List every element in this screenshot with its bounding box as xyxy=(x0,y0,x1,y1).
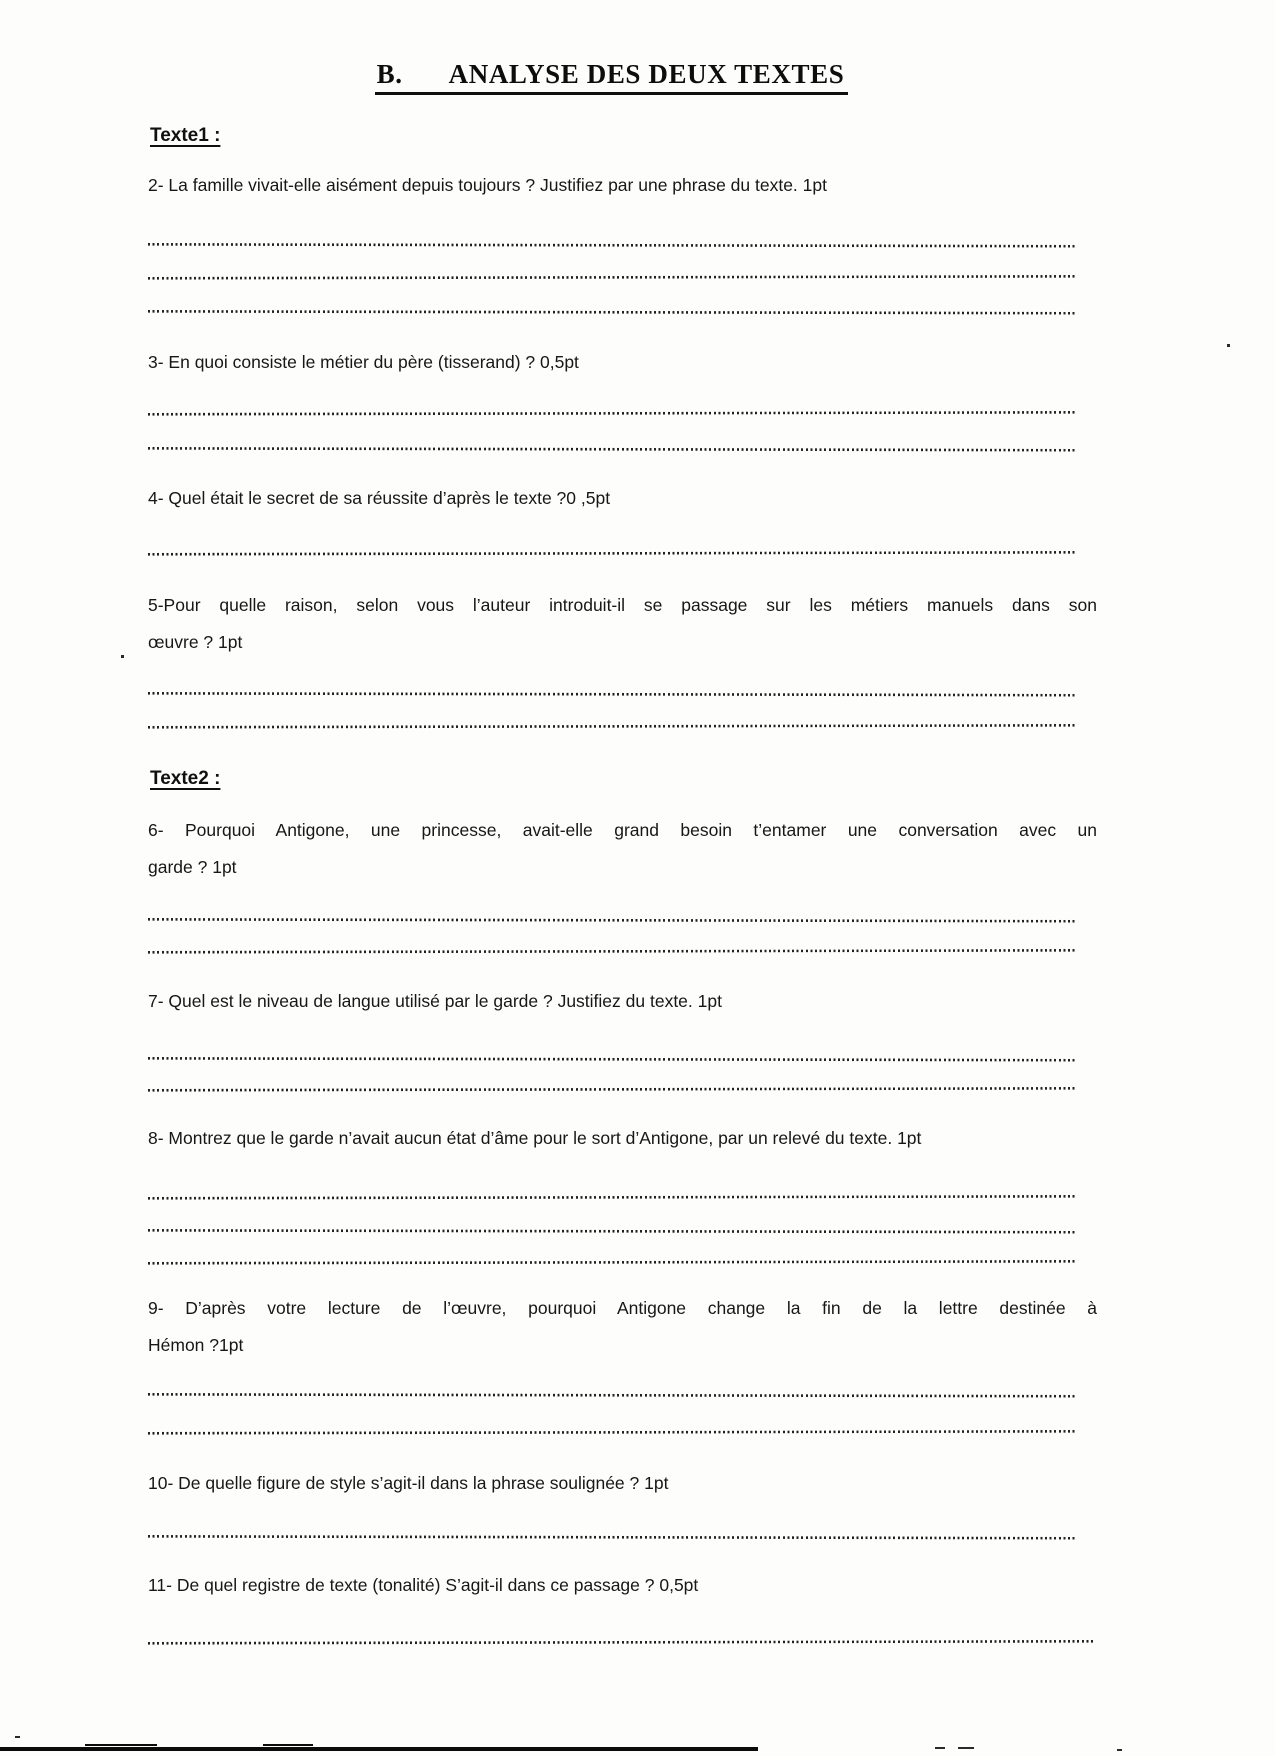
title-text: ANALYSE DES DEUX TEXTES xyxy=(448,59,845,89)
title-section-letter: B. xyxy=(376,59,403,89)
scan-edge-smudge xyxy=(85,1744,157,1746)
answer-line xyxy=(148,243,1076,248)
question-10-text: 10- De quelle figure de style s’agit-il dans la phrase soulignée ? 1pt xyxy=(148,1473,669,1493)
scan-edge-line xyxy=(0,1747,758,1751)
scan-speck xyxy=(15,1736,20,1738)
answer-line xyxy=(148,1535,1076,1540)
question-5-text-line2: œuvre ? 1pt xyxy=(148,632,243,652)
section-heading-texte1: Texte1 : xyxy=(150,125,221,146)
scan-speck xyxy=(1117,1749,1122,1751)
answer-line xyxy=(148,692,1076,697)
answer-line xyxy=(148,1229,1076,1234)
question-10 xyxy=(148,1465,1097,1502)
scan-edge-smudge xyxy=(263,1744,313,1746)
question-7-text: 7- Quel est le niveau de langue utilisé par le garde ? Justifiez du texte. 1pt xyxy=(148,991,722,1011)
scan-speck xyxy=(121,655,124,658)
question-2-text: 2- La famille vivait-elle aisément depuis toujours ? Justifiez par une phrase du texte. 1pt xyxy=(148,175,827,195)
question-5-text-line1: 5-Pour quelle raison, selon vous l’auteur introduit-il se passage sur les métiers manuels dans son xyxy=(148,595,1097,615)
answer-line xyxy=(148,724,1076,729)
answer-line xyxy=(148,1087,1076,1092)
question-11 xyxy=(148,1567,1097,1604)
answer-line xyxy=(148,310,1076,315)
scan-speck xyxy=(935,1747,945,1749)
answer-line xyxy=(148,1430,1076,1435)
section-heading-texte2: Texte2 : xyxy=(150,768,221,789)
answer-line xyxy=(148,275,1076,280)
answer-line xyxy=(148,1640,1093,1645)
page-title xyxy=(0,58,1275,95)
answer-line xyxy=(148,411,1076,416)
scan-speck xyxy=(1227,344,1230,347)
question-3 xyxy=(148,344,1097,381)
answer-line xyxy=(148,949,1076,954)
question-8-text: 8- Montrez que le garde n’avait aucun état d’âme pour le sort d’Antigone, par un relevé du texte. 1pt xyxy=(148,1128,922,1148)
question-5 xyxy=(148,587,1097,661)
question-4 xyxy=(148,480,1097,517)
answer-line xyxy=(148,447,1076,452)
question-4-text: 4- Quel était le secret de sa réussite d’après le texte ?0 ,5pt xyxy=(148,488,611,508)
answer-line xyxy=(148,1057,1076,1062)
question-2 xyxy=(148,167,1097,204)
question-11-text: 11- De quel registre de texte (tonalité) S’agit-il dans ce passage ? 0,5pt xyxy=(148,1575,699,1595)
page-title-underlined xyxy=(375,58,849,95)
question-9-text-line2: Hémon ?1pt xyxy=(148,1335,244,1355)
question-6 xyxy=(148,812,1097,886)
answer-line xyxy=(148,1195,1076,1200)
question-6-text-line1: 6- Pourquoi Antigone, une princesse, avait-elle grand besoin t’entamer une conversation avec un xyxy=(148,820,1097,840)
answer-line xyxy=(148,918,1076,923)
question-7 xyxy=(148,983,1097,1020)
scan-speck xyxy=(958,1747,974,1749)
question-9-text-line1: 9- D’après votre lecture de l’œuvre, pourquoi Antigone change la fin de la lettre destinée à xyxy=(148,1298,1097,1318)
question-6-text-line2: garde ? 1pt xyxy=(148,857,237,877)
answer-line xyxy=(148,551,1076,556)
answer-line xyxy=(148,1393,1076,1398)
question-9 xyxy=(148,1290,1097,1364)
question-3-text: 3- En quoi consiste le métier du père (tisserand) ? 0,5pt xyxy=(148,352,579,372)
answer-line xyxy=(148,1260,1076,1265)
question-8 xyxy=(148,1120,1097,1157)
